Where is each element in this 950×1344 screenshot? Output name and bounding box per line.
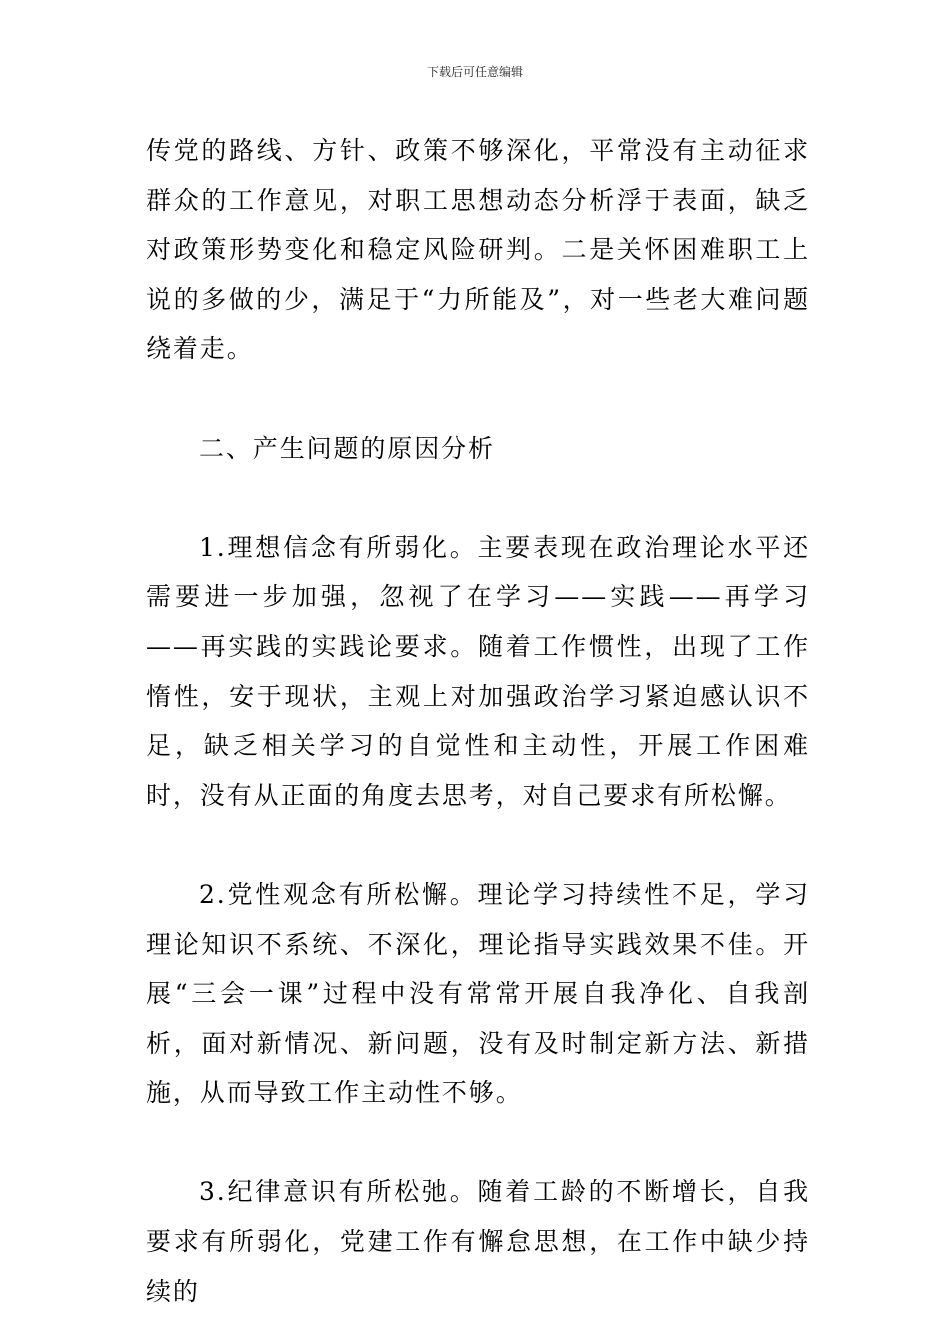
- paragraph-item-1: 1.理想信念有所弱化。主要表现在政治理论水平还需要进一步加强，忽视了在学习——实践——再学习——再实践的实践论要求。随着工作惯性，出现了工作惰性，安于现状，主观上对加强政治学习紧迫感认识不足，缺乏相关学习的自觉性和主动性，开展工作困难时，没有从正面的角度去思考，对自己要求有所松懈。: [146, 532, 810, 810]
- section-heading: 二、产生问题的原因分析: [199, 433, 495, 463]
- paragraph-spacer: [146, 473, 810, 523]
- paragraph-spacer: [146, 374, 810, 424]
- paragraph-spacer: [146, 1118, 810, 1168]
- paragraph-item-2: 2.党性观念有所松懈。理论学习持续性不足，学习理论知识不系统、不深化，理论指导实践效果不佳。开展“三会一课”过程中没有常常开展自我净化、自我剖析，面对新情况、新问题，没有及时制定新方法、新措施，从而导致工作主动性不够。: [146, 879, 810, 1108]
- paragraph-item-3: 3.纪律意识有所松弛。随着工龄的不断增长，自我要求有所弱化，党建工作有懈怠思想，在工作中缺少持续的: [146, 1177, 810, 1306]
- page-header-note: 下载后可任意编辑: [426, 65, 523, 79]
- paragraph-continuation: 传党的路线、方针、政策不够深化，平常没有主动征求群众的工作意见，对职工思想动态分析浮于表面，缺乏对政策形势变化和稳定风险研判。二是关怀困难职工上说的多做的少，满足于“力所能及”，对一些老大难问题绕着走。: [146, 136, 810, 364]
- paragraph-spacer: [146, 820, 810, 870]
- document-body: [146, 126, 810, 1316]
